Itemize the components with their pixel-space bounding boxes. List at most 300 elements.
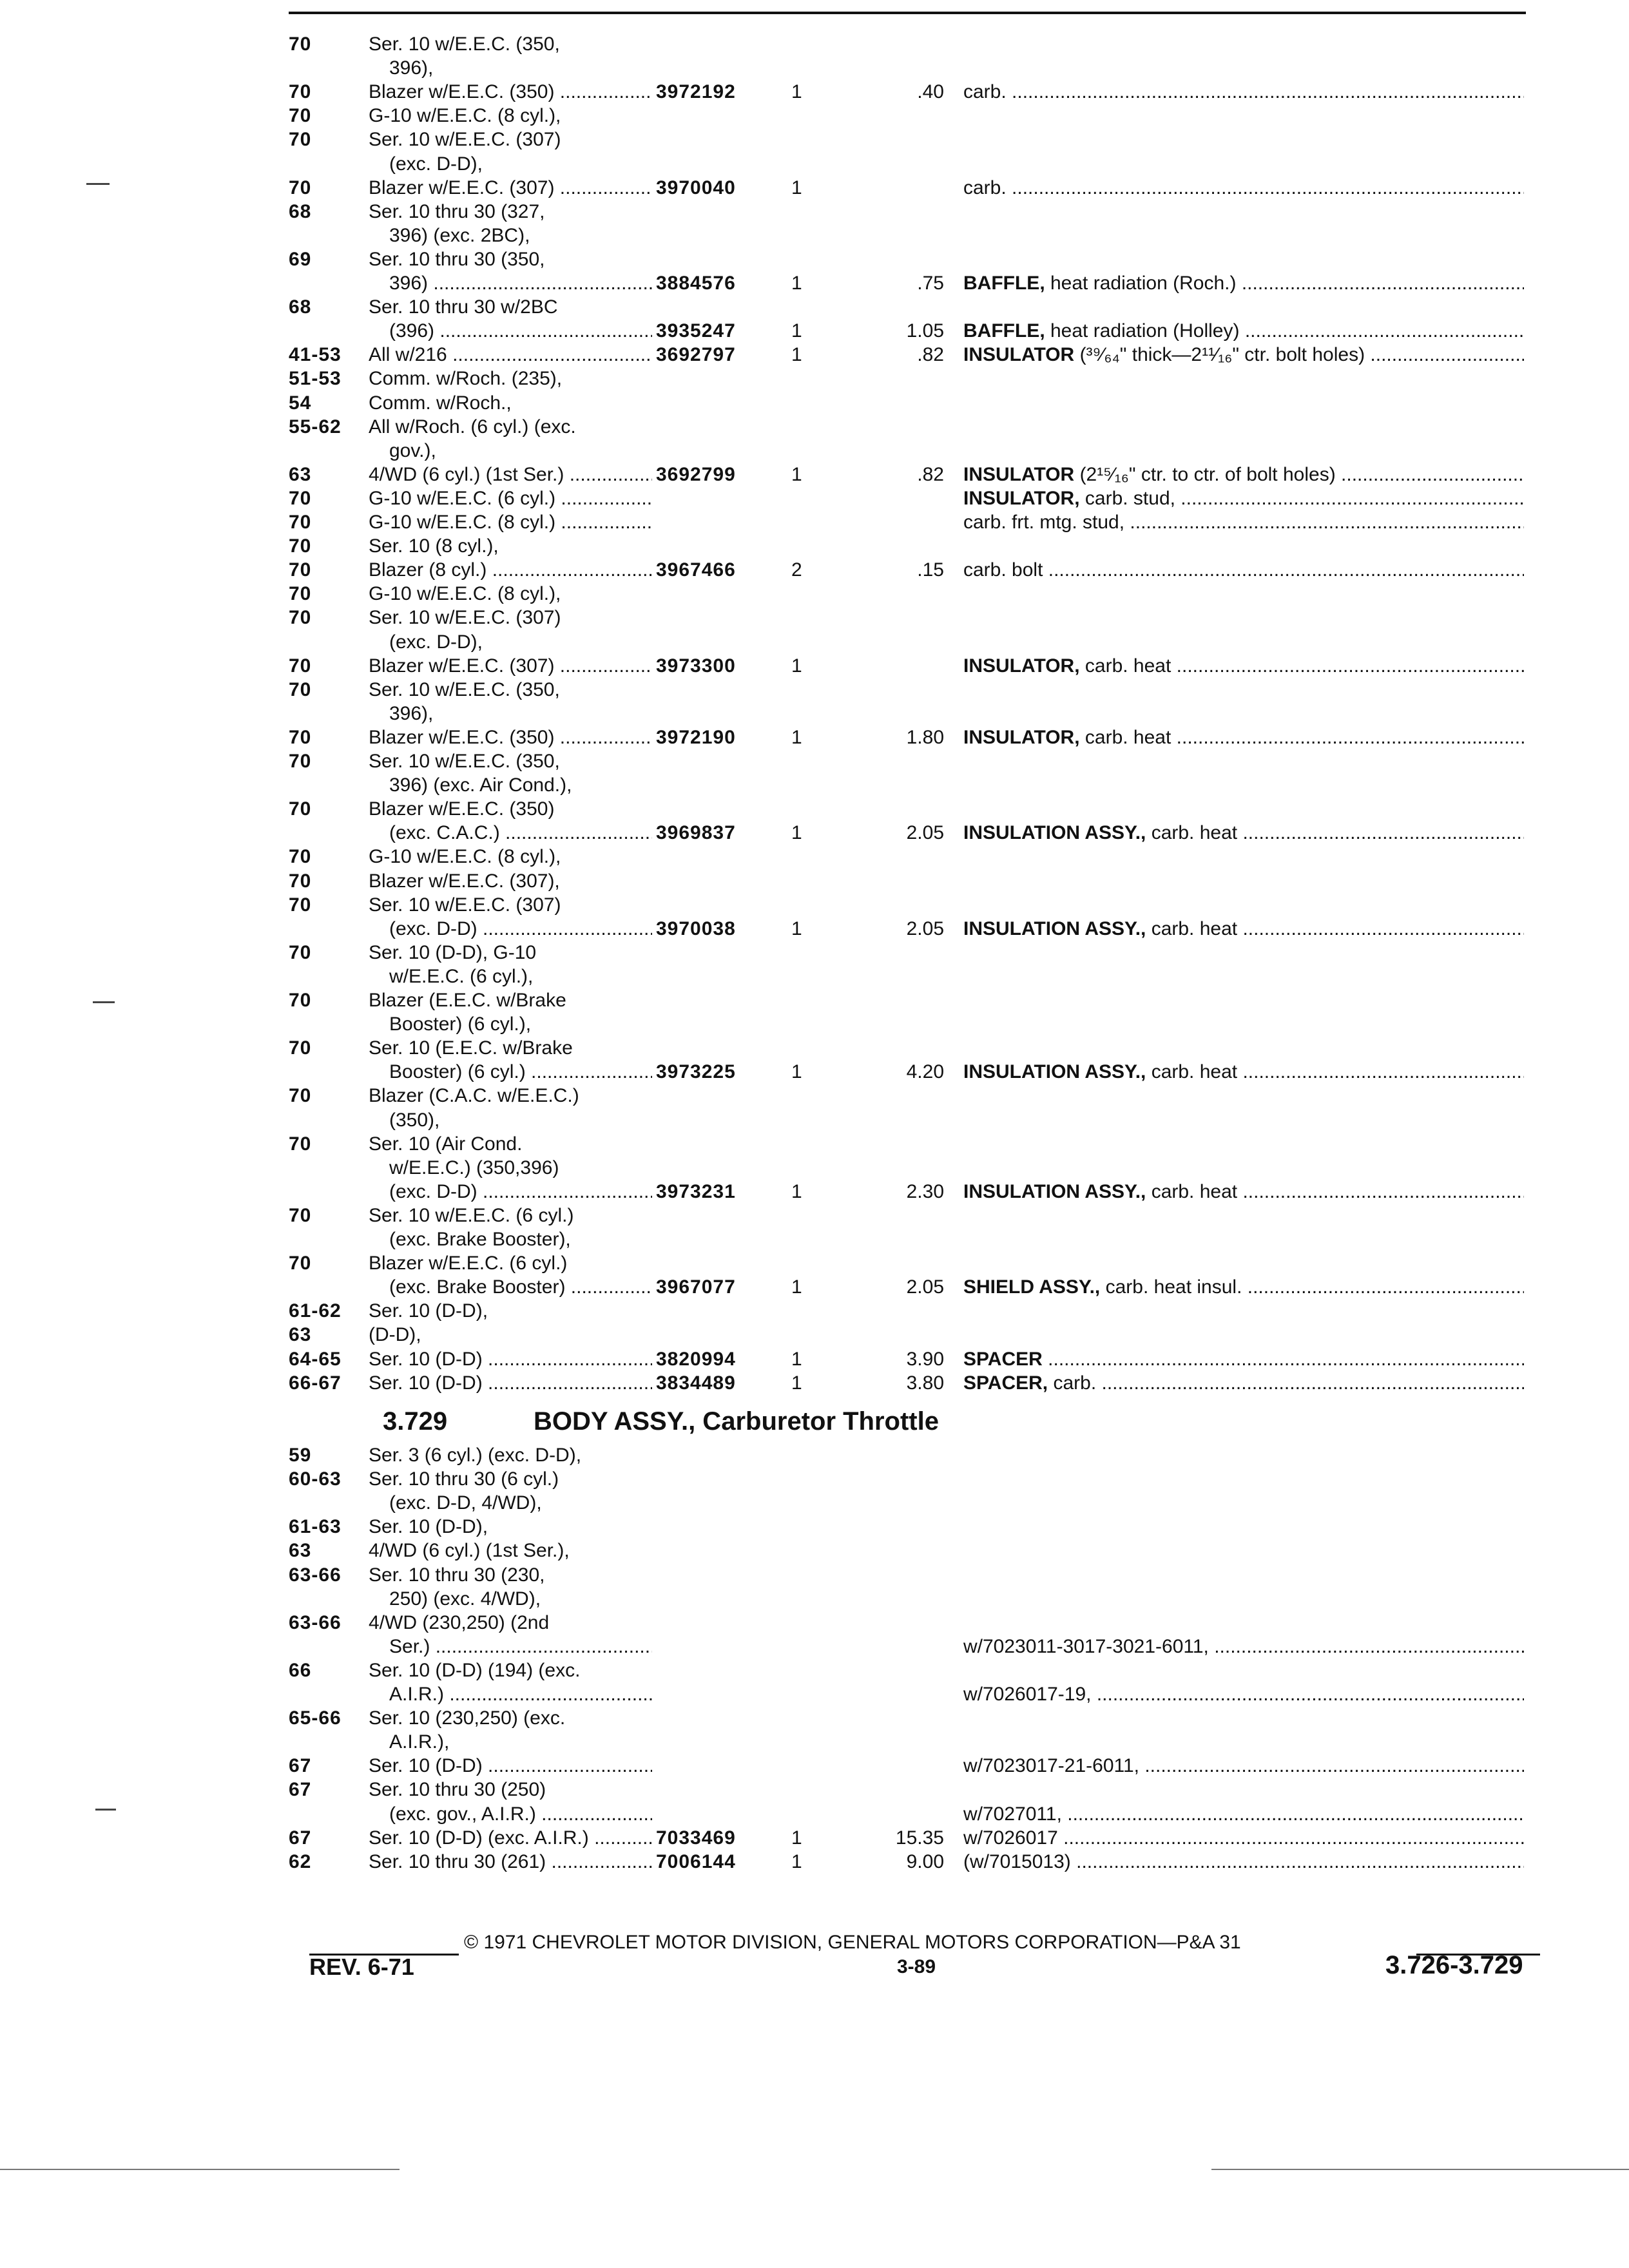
part-number: 7006144 xyxy=(656,1850,736,1872)
description-name: INSULATION ASSY., xyxy=(963,822,1146,844)
price: 1.05 xyxy=(906,320,944,342)
application: Blazer w/E.E.C. (307), xyxy=(369,870,560,892)
table-row xyxy=(0,104,1629,128)
application: Ser. 10 w/E.E.C. (350, xyxy=(369,751,560,772)
table-row xyxy=(0,56,1629,80)
application: G-10 w/E.E.C. (8 cyl.), xyxy=(369,105,561,127)
quantity: 1 xyxy=(791,273,802,294)
model-year: 70 xyxy=(289,798,312,820)
application: 396), xyxy=(389,702,434,724)
model-year: 68 xyxy=(289,200,312,222)
table-row xyxy=(0,1515,1629,1539)
application: Ser. 10 thru 30 (350, xyxy=(369,248,545,270)
top-rule xyxy=(289,12,1526,14)
table-row xyxy=(0,678,1629,702)
description-name: SPACER, xyxy=(963,1372,1048,1394)
quantity: 1 xyxy=(791,344,802,366)
table-row xyxy=(0,1730,1629,1754)
application: 250) (exc. 4/WD), xyxy=(389,1588,541,1610)
model-year: 67 xyxy=(289,1755,312,1777)
model-year: 70 xyxy=(289,512,312,533)
table-row xyxy=(0,439,1629,463)
table-row xyxy=(0,176,1629,200)
application: Ser. 10 thru 30 (6 cyl.) xyxy=(369,1468,559,1490)
application: 396) (exc. Air Cond.), xyxy=(389,774,572,796)
part-number: 3935247 xyxy=(656,320,736,342)
table-row xyxy=(0,606,1629,629)
model-year: 64-65 xyxy=(289,1348,342,1370)
description-detail: heat radiation (Holley) xyxy=(1045,320,1240,342)
model-year: 70 xyxy=(289,678,312,700)
price: .40 xyxy=(917,81,944,103)
application: G-10 w/E.E.C. (8 cyl.), xyxy=(369,846,561,868)
table-row xyxy=(0,1658,1629,1682)
table-row xyxy=(0,1323,1629,1347)
description-detail: carb. heat xyxy=(1146,918,1238,939)
table-row xyxy=(0,319,1629,343)
quantity: 1 xyxy=(791,320,802,342)
application: Ser. 10 (D-D) ..... xyxy=(369,1347,652,1371)
quantity: 1 xyxy=(791,463,802,485)
table-row xyxy=(0,1108,1629,1132)
table-row xyxy=(0,295,1629,319)
description-detail: (³⁹⁄₆₄" thick—2¹¹⁄₁₆" ctr. bolt holes) xyxy=(1074,344,1365,366)
model-year: 66-67 xyxy=(289,1372,342,1394)
application: Comm. w/Roch. (235), xyxy=(369,368,563,390)
description xyxy=(963,726,1524,749)
model-year: 61-62 xyxy=(289,1300,342,1322)
application: Blazer w/E.E.C. (307) ..... xyxy=(369,654,652,678)
description-detail: carb. xyxy=(1048,1372,1097,1394)
table-row xyxy=(0,893,1629,917)
model-year: 70 xyxy=(289,726,312,748)
description-detail: (2¹⁵⁄₁₆" ctr. to ctr. of bolt holes) xyxy=(1074,463,1336,485)
part-number: 3972192 xyxy=(656,81,736,103)
application: Ser. 10 (D-D), G-10 xyxy=(369,941,537,963)
table-row xyxy=(0,1802,1629,1826)
description xyxy=(963,510,1524,534)
model-year: 63 xyxy=(289,463,312,485)
part-number: 3967466 xyxy=(656,559,736,581)
section-title: BODY ASSY., Carburetor Throttle xyxy=(534,1407,939,1436)
description-name: SHIELD ASSY., xyxy=(963,1276,1101,1298)
model-year: 70 xyxy=(289,870,312,892)
model-year: 65-66 xyxy=(289,1707,342,1729)
table-row xyxy=(0,1850,1629,1874)
table-row xyxy=(0,32,1629,56)
table-row xyxy=(0,965,1629,988)
table-row xyxy=(0,1299,1629,1323)
table-row xyxy=(0,797,1629,821)
table-row xyxy=(0,271,1629,295)
part-number: 3692797 xyxy=(656,344,736,366)
model-year: 67 xyxy=(289,1827,312,1849)
application: (exc. D-D) ..... xyxy=(389,1180,652,1204)
table-row xyxy=(0,558,1629,582)
scan-line-right xyxy=(1211,2169,1629,2170)
table-row xyxy=(0,1084,1629,1108)
description xyxy=(963,917,1524,941)
margin-mark xyxy=(86,183,110,185)
application: Ser. 10 (8 cyl.), xyxy=(369,535,499,557)
margin-mark xyxy=(93,1001,115,1003)
model-year: 63-66 xyxy=(289,1611,342,1633)
description-name: INSULATOR, xyxy=(963,487,1080,509)
description-detail: carb. xyxy=(963,81,1007,103)
quantity: 1 xyxy=(791,1276,802,1298)
model-year: 67 xyxy=(289,1779,312,1801)
description xyxy=(963,1635,1524,1658)
price: 2.05 xyxy=(906,918,944,939)
table-row xyxy=(0,941,1629,965)
table-row xyxy=(0,1611,1629,1635)
application: Ser. 10 (230,250) (exc. xyxy=(369,1707,566,1729)
table-row xyxy=(0,463,1629,486)
description-name: BAFFLE, xyxy=(963,273,1045,294)
table-row xyxy=(0,1467,1629,1491)
table-row xyxy=(0,415,1629,439)
application: (exc. D-D), xyxy=(389,153,483,175)
application: Ser. 3 (6 cyl.) (exc. D-D), xyxy=(369,1445,582,1466)
part-number: 3970040 xyxy=(656,177,736,198)
table-row xyxy=(0,1443,1629,1467)
application: Ser. 10 (D-D), xyxy=(369,1516,488,1538)
table-row xyxy=(0,224,1629,247)
quantity: 1 xyxy=(791,1850,802,1872)
model-year: 63-66 xyxy=(289,1564,342,1586)
application: Blazer (C.A.C. w/E.E.C.) xyxy=(369,1085,579,1107)
description xyxy=(963,1754,1524,1778)
description xyxy=(963,1347,1524,1371)
description xyxy=(963,463,1524,486)
description-detail: carb. stud, xyxy=(1079,487,1175,509)
part-number: 3973225 xyxy=(656,1061,736,1083)
part-number: 3884576 xyxy=(656,273,736,294)
description-detail: carb. heat xyxy=(1146,822,1238,844)
model-year: 70 xyxy=(289,177,312,198)
application: (D-D), xyxy=(369,1324,421,1346)
copyright-line: © 1971 CHEVROLET MOTOR DIVISION, GENERAL MOTORS CORPORATION—P&A 31 xyxy=(464,1932,1241,1953)
quantity: 1 xyxy=(791,1348,802,1370)
model-year: 70 xyxy=(289,1085,312,1107)
application: A.I.R.), xyxy=(389,1731,450,1753)
description-detail: heat radiation (Roch.) xyxy=(1045,273,1237,294)
description-name: INSULATOR, xyxy=(963,726,1080,748)
description-name: INSULATION ASSY., xyxy=(963,1180,1146,1202)
description xyxy=(963,1180,1524,1204)
quantity: 1 xyxy=(791,822,802,844)
table-row xyxy=(0,845,1629,869)
model-year: 70 xyxy=(289,1133,312,1155)
model-year: 69 xyxy=(289,248,312,270)
part-number: 3970038 xyxy=(656,918,736,939)
model-year: 70 xyxy=(289,1204,312,1226)
price: 1.80 xyxy=(906,726,944,748)
description-name: INSULATOR, xyxy=(963,655,1080,677)
quantity: 1 xyxy=(791,1827,802,1849)
model-year: 54 xyxy=(289,392,312,414)
application: (exc. Brake Booster) ..... xyxy=(389,1275,652,1299)
model-year: 70 xyxy=(289,655,312,677)
quantity: 1 xyxy=(791,177,802,198)
application: (exc. C.A.C.) ..... xyxy=(389,821,652,845)
table-row xyxy=(0,630,1629,654)
model-year: 70 xyxy=(289,751,312,772)
table-row xyxy=(0,917,1629,941)
table-row xyxy=(0,1778,1629,1802)
description xyxy=(963,486,1524,510)
model-year: 70 xyxy=(289,941,312,963)
description-detail: w/7027011, xyxy=(963,1803,1062,1825)
application: Ser. 10 w/E.E.C. (350, xyxy=(369,34,560,55)
table-row xyxy=(0,1036,1629,1060)
table-row xyxy=(0,654,1629,678)
application: 396) ..... xyxy=(389,271,652,295)
description-detail: w/7023011-3017-3021-6011, xyxy=(963,1635,1209,1657)
application: Ser. 10 (D-D) (194) (exc. xyxy=(369,1659,581,1681)
model-year: 70 xyxy=(289,990,312,1011)
model-year: 70 xyxy=(289,1037,312,1059)
application: Booster) (6 cyl.), xyxy=(389,1014,532,1035)
application: (396) ..... xyxy=(389,319,652,343)
application: Ser. 10 thru 30 (261) ..... xyxy=(369,1850,652,1874)
model-year: 70 xyxy=(289,105,312,127)
application: Blazer w/E.E.C. (6 cyl.) xyxy=(369,1253,568,1274)
table-row xyxy=(0,510,1629,534)
application: G-10 w/E.E.C. (8 cyl.) ..... xyxy=(369,510,652,534)
table-row xyxy=(0,1204,1629,1227)
application: (exc. D-D) ..... xyxy=(389,917,652,941)
model-year: 70 xyxy=(289,535,312,557)
revision-label: REV. 6-71 xyxy=(309,1954,414,1980)
description xyxy=(963,1682,1524,1706)
application: 4/WD (6 cyl.) (1st Ser.), xyxy=(369,1540,570,1562)
scan-line-left xyxy=(0,2169,400,2170)
description-detail: carb. heat xyxy=(1146,1180,1238,1202)
description-detail: carb. heat xyxy=(1079,726,1171,748)
description-name: INSULATION ASSY., xyxy=(963,1061,1146,1083)
table-row xyxy=(0,726,1629,749)
table-row xyxy=(0,869,1629,893)
section-range: 3.726-3.729 xyxy=(1385,1951,1523,1979)
table-row xyxy=(0,821,1629,845)
table-row xyxy=(0,1012,1629,1036)
quantity: 1 xyxy=(791,1061,802,1083)
table-row xyxy=(0,128,1629,151)
quantity: 1 xyxy=(791,726,802,748)
part-number: 3692799 xyxy=(656,463,736,485)
model-year: 70 xyxy=(289,129,312,151)
application: Ser. 10 (Air Cond. xyxy=(369,1133,523,1155)
model-year: 68 xyxy=(289,296,312,318)
model-year: 70 xyxy=(289,607,312,629)
application: Ser. 10 thru 30 (327, xyxy=(369,200,545,222)
table-row xyxy=(0,80,1629,104)
table-row xyxy=(0,1371,1629,1395)
model-year: 70 xyxy=(289,846,312,868)
application: Blazer w/E.E.C. (350) ..... xyxy=(369,80,652,104)
application: Blazer w/E.E.C. (307) ..... xyxy=(369,176,652,200)
quantity: 1 xyxy=(791,655,802,677)
model-year: 66 xyxy=(289,1659,312,1681)
table-row xyxy=(0,1635,1629,1658)
description xyxy=(963,271,1524,295)
table-row xyxy=(0,200,1629,224)
model-year: 63 xyxy=(289,1540,312,1562)
part-number: 3969837 xyxy=(656,822,736,844)
description-detail: w/7023017-21-6011, xyxy=(963,1755,1139,1777)
table-row xyxy=(0,534,1629,558)
price: 2.05 xyxy=(906,1276,944,1298)
application: Ser. 10 thru 30 (230, xyxy=(369,1564,545,1586)
table-row xyxy=(0,486,1629,510)
description xyxy=(963,176,1524,200)
model-year: 55-62 xyxy=(289,416,342,437)
description xyxy=(963,1060,1524,1084)
application: w/E.E.C.) (350,396) xyxy=(389,1157,559,1178)
description-detail: carb. xyxy=(963,177,1007,198)
description xyxy=(963,654,1524,678)
model-year: 70 xyxy=(289,559,312,581)
part-number: 3973300 xyxy=(656,655,736,677)
model-year: 70 xyxy=(289,487,312,509)
model-year: 70 xyxy=(289,81,312,103)
table-row xyxy=(0,582,1629,606)
description xyxy=(963,1371,1524,1395)
model-year: 51-53 xyxy=(289,368,342,390)
model-year: 70 xyxy=(289,1253,312,1274)
model-year: 70 xyxy=(289,894,312,916)
application: Ser. 10 w/E.E.C. (6 cyl.) xyxy=(369,1204,574,1226)
application: Ser. 10 w/E.E.C. (307) xyxy=(369,894,561,916)
application: Blazer w/E.E.C. (350) xyxy=(369,798,555,820)
description xyxy=(963,319,1524,343)
price: 9.00 xyxy=(906,1850,944,1872)
description xyxy=(963,343,1524,367)
margin-mark xyxy=(95,1809,116,1811)
quantity: 1 xyxy=(791,918,802,939)
application: Ser.) ..... xyxy=(389,1635,652,1658)
application: Ser. 10 w/E.E.C. (350, xyxy=(369,678,560,700)
model-year: 59 xyxy=(289,1445,312,1466)
quantity: 1 xyxy=(791,1180,802,1202)
table-row xyxy=(0,343,1629,367)
quantity: 1 xyxy=(791,1372,802,1394)
description-detail: (w/7015013) xyxy=(963,1850,1071,1872)
table-row xyxy=(0,1156,1629,1180)
application: Ser. 10 (D-D) ..... xyxy=(369,1754,652,1778)
application: Ser. 10 (E.E.C. w/Brake xyxy=(369,1037,573,1059)
application: gov.), xyxy=(389,439,436,461)
table-row xyxy=(0,367,1629,390)
description-name: SPACER xyxy=(963,1348,1043,1370)
table-row xyxy=(0,773,1629,797)
application: (exc. gov., A.I.R.) ..... xyxy=(389,1802,652,1826)
application: All w/216 ..... xyxy=(369,343,652,367)
description xyxy=(963,1826,1524,1850)
description-detail: w/7026017 xyxy=(963,1827,1058,1849)
part-number: 7033469 xyxy=(656,1827,736,1849)
application: (exc. D-D, 4/WD), xyxy=(389,1492,542,1514)
price: .82 xyxy=(917,463,944,485)
table-row xyxy=(0,1587,1629,1611)
table-row xyxy=(0,1563,1629,1587)
table-row xyxy=(0,1347,1629,1371)
section-number: 3.729 xyxy=(383,1407,448,1436)
model-year: 70 xyxy=(289,34,312,55)
description-name: INSULATOR xyxy=(963,463,1075,485)
application: Ser. 10 thru 30 w/2BC xyxy=(369,296,558,318)
description-detail: carb. heat xyxy=(1079,655,1171,677)
page-number: 3-89 xyxy=(897,1956,936,1977)
application: w/E.E.C. (6 cyl.), xyxy=(389,965,534,987)
description-detail: carb. frt. mtg. stud, xyxy=(963,512,1125,533)
table-row xyxy=(0,1682,1629,1706)
table-row xyxy=(0,1491,1629,1515)
description xyxy=(963,821,1524,845)
description-name: BAFFLE, xyxy=(963,320,1045,342)
table-row xyxy=(0,1706,1629,1730)
price: .82 xyxy=(917,344,944,366)
model-year: 63 xyxy=(289,1324,312,1346)
application: (exc. D-D), xyxy=(389,631,483,653)
table-row xyxy=(0,1251,1629,1275)
table-row xyxy=(0,749,1629,773)
application: A.I.R.) ..... xyxy=(389,1682,652,1706)
description xyxy=(963,1802,1524,1826)
description xyxy=(963,558,1524,582)
table-row xyxy=(0,1826,1629,1850)
price: .15 xyxy=(917,559,944,581)
price: 4.20 xyxy=(906,1061,944,1083)
table-row xyxy=(0,1539,1629,1562)
application: All w/Roch. (6 cyl.) (exc. xyxy=(369,416,576,437)
quantity: 1 xyxy=(791,81,802,103)
table-row xyxy=(0,702,1629,726)
application: Ser. 10 (D-D) (exc. A.I.R.) ..... xyxy=(369,1826,652,1850)
model-year: 70 xyxy=(289,583,312,605)
application: (exc. Brake Booster), xyxy=(389,1229,571,1250)
table-row xyxy=(0,1275,1629,1299)
description-detail: w/7026017-19, xyxy=(963,1684,1092,1705)
part-number: 3967077 xyxy=(656,1276,736,1298)
model-year: 62 xyxy=(289,1850,312,1872)
application: Ser. 10 w/E.E.C. (307) xyxy=(369,607,561,629)
table-row xyxy=(0,1060,1629,1084)
price: .75 xyxy=(917,273,944,294)
application: Ser. 10 (D-D) ..... xyxy=(369,1371,652,1395)
application: Ser. 10 thru 30 (250) xyxy=(369,1779,546,1801)
quantity: 2 xyxy=(791,559,802,581)
application: G-10 w/E.E.C. (8 cyl.), xyxy=(369,583,561,605)
application: Blazer (8 cyl.) ..... xyxy=(369,558,652,582)
application: Comm. w/Roch., xyxy=(369,392,512,414)
price: 3.90 xyxy=(906,1348,944,1370)
application: G-10 w/E.E.C. (6 cyl.) ..... xyxy=(369,486,652,510)
part-number: 3973231 xyxy=(656,1180,736,1202)
table-row xyxy=(0,1132,1629,1156)
price: 2.30 xyxy=(906,1180,944,1202)
description-detail: carb. heat xyxy=(1146,1061,1238,1083)
model-year: 61-63 xyxy=(289,1516,342,1538)
description-detail: carb. bolt xyxy=(963,559,1043,581)
table-row xyxy=(0,988,1629,1012)
price: 15.35 xyxy=(895,1827,944,1849)
application: (350), xyxy=(389,1109,440,1131)
table-row xyxy=(0,247,1629,271)
application: Booster) (6 cyl.) ..... xyxy=(389,1060,652,1084)
application: 396) (exc. 2BC), xyxy=(389,224,530,246)
